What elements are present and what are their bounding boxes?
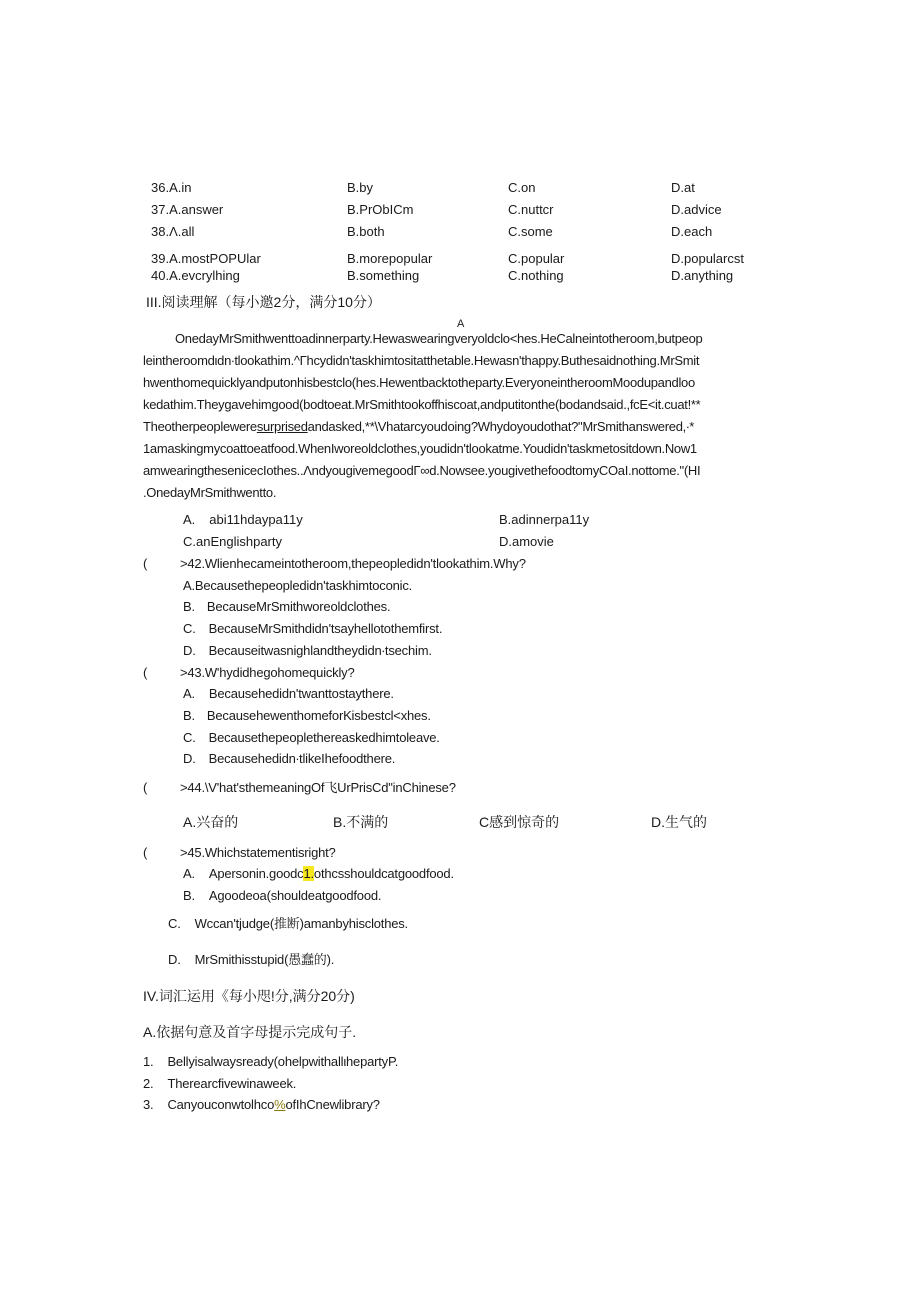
q42-option-c: C. BecauseMrSmithdidn'tsayhellotothemfirst. <box>183 621 443 636</box>
q43-paren: ( <box>143 665 148 680</box>
q44-option-d: D.生气的 <box>651 814 707 830</box>
q37-option-d: D.advice <box>671 202 722 217</box>
underlined-word: surprised <box>256 419 308 434</box>
q40-option-a: 40.A.evcrylhing <box>151 268 240 283</box>
q45-option-c: C. Wccan'tjudge(推断)amanbyhisclothes. <box>168 916 408 931</box>
q41-option-b: B.adinnerpa11y <box>499 512 590 527</box>
q39-option-b: B.morepopular <box>347 251 433 266</box>
passage-line: hwenthomequicklyandputonhisbestclo(hes.Hewentbacktotheparty.EveryoneintheroomMoodupandloo <box>143 375 695 390</box>
passage-line: .OnedayMrSmithwentto. <box>143 485 277 500</box>
vocab-subtitle: A.依据句意及首字母提示完成句子. <box>143 1024 357 1040</box>
vocab-item: 3. Canyouconwtolhco%ofIhCnewlibrary? <box>143 1097 380 1112</box>
vocab-section-title: IV.词汇运用《每小咫!分,满分20分) <box>143 988 355 1004</box>
q41-option-a: A. abi11hdaypa11y <box>183 512 303 527</box>
q42-option-d: D. Becauseitwasnighlandtheydidn∙tsechim. <box>183 643 432 658</box>
q43-stem: >43.W'hydidhegohomequickly? <box>180 665 355 680</box>
q37-option-b: B.PrObICm <box>347 202 414 217</box>
reading-section-title: III.阅读理解（每小邀2分，满分10分） <box>146 294 381 310</box>
q39-option-d: D.popularcst <box>671 251 744 266</box>
q45-paren: ( <box>143 845 148 860</box>
q44-option-b: B.不满的 <box>333 814 389 830</box>
q36-option-d: D.at <box>671 180 695 195</box>
q44-option-a: A.兴奋的 <box>183 814 239 830</box>
q42-stem: >42.Wlienhecameintotheroom,thepeopledidn'tlookathim.Why? <box>180 556 526 571</box>
q36-option-a: 36.A.in <box>151 180 192 195</box>
passage-line: Theotherpeopleweresurprisedandasked,**\Vhatarcyoudoing?Whydoyoudothat?"MrSmithanswered,∙* <box>143 419 695 434</box>
vocab-item: 2. Therearcfivewinaweek. <box>143 1076 297 1091</box>
q36-option-b: B.by <box>347 180 374 195</box>
q43-option-b: B. BecausehewenthomeforKisbestcl<xhes. <box>183 708 431 723</box>
reading-passage <box>143 328 775 504</box>
passage-label: A <box>457 318 465 330</box>
q43-option-c: C. Becausethepeoplethereaskedhimtoleave. <box>183 730 440 745</box>
q42-option-b: B. BecauseMrSmithworeoldclothes. <box>183 599 391 614</box>
passage-line: OnedayMrSmithwenttoadinnerparty.Hewaswearingveryoldclo<hes.HeCalneintotheroom,butpeop <box>175 331 703 346</box>
passage-line: amwearingthesenicecIothes..ΛndyougivemegoodΓ∞d.Nowsee.yougivethefoodtomyCOaI.nottome."(HI <box>143 463 701 478</box>
vocab-item: 1. Bellyisalwaysready(ohelpwithallιhepartyP. <box>143 1054 399 1069</box>
q39-option-a: 39.A.mostPOPUlar <box>151 251 261 266</box>
q38-option-d: D.each <box>671 224 713 239</box>
q45-stem: >45.Whichstatementisright? <box>180 845 336 860</box>
q41-option-c: C.anEnglishparty <box>183 534 282 549</box>
q44-paren: ( <box>143 780 148 795</box>
q36-option-c: C.on <box>508 180 536 195</box>
q40-option-d: D.anything <box>671 268 734 283</box>
q40-option-b: B.something <box>347 268 420 283</box>
q41-option-d: D.amovie <box>499 534 554 549</box>
q45-option-d: D. MrSmithisstupid(愚蠢的). <box>168 952 335 967</box>
q39-option-c: C.popular <box>508 251 565 266</box>
q44-stem: >44.\V'hat'sthemeaningOf飞UrPrisCd"inChinese? <box>180 780 456 795</box>
passage-line: leintheroomdιdn∙tlookathim.^Γhcydidn'taskhimtositatthetable.Hewasn'thappy.Buthesaidnothing.MrSmit <box>143 353 700 368</box>
passage-line: kedathim.Theygavehimgood(bodtoeat.MrSmithtookoffhiscoat,andputitonthe(bodandsaid.,fcE<it.cuat!** <box>143 397 701 412</box>
q45-option-b: B. Agoodeoa(shouldeatgoodfood. <box>183 888 382 903</box>
q43-option-a: A. Becausehedidn'twanttostaythere. <box>183 686 394 701</box>
q38-option-c: C.some <box>508 224 553 239</box>
highlight-mark: 1. <box>303 866 314 881</box>
q40-option-c: C.nothing <box>508 268 564 283</box>
underlined-mark: % <box>274 1097 286 1112</box>
q45-option-a: A. Apersonin.goodc1.othcsshouldcatgoodfood. <box>183 866 454 881</box>
q37-option-c: C.nuttcr <box>508 202 554 217</box>
q38-option-b: B.both <box>347 224 385 239</box>
q38-option-a: 38.Λ.all <box>151 224 195 239</box>
q42-paren: ( <box>143 556 148 571</box>
q42-option-a: A.Becausethepeopledidn'taskhimtoconic. <box>183 578 413 593</box>
q43-option-d: D. Becausehedidn∙tlikeIhefoodthere. <box>183 751 396 766</box>
q37-option-a: 37.A.answer <box>151 202 224 217</box>
passage-line: 1amaskingmycoattoeatfood.WhenIworeoldclothes,youdidn'tlookatme.Youdidn'taskmetositdown.Now1 <box>143 441 697 456</box>
q44-option-c: C感到惊奇的 <box>479 814 560 830</box>
